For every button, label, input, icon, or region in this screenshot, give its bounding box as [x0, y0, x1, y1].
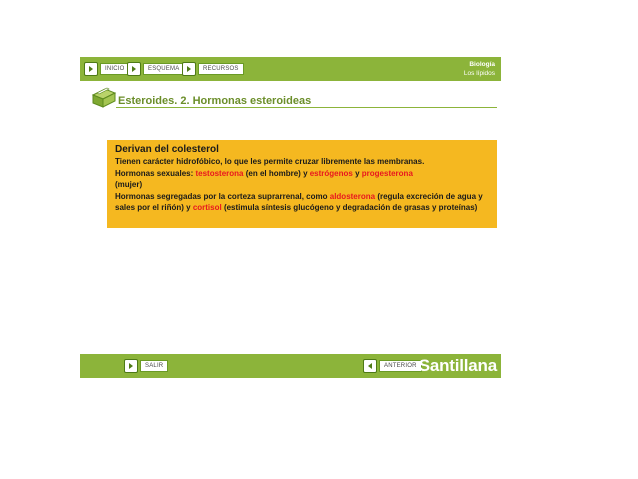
recursos-button-label: RECURSOS	[198, 63, 244, 75]
inicio-button[interactable]	[84, 62, 130, 76]
recursos-button[interactable]	[182, 62, 244, 76]
content-line-2	[115, 168, 489, 180]
term-estrogenos: estrógenos	[309, 168, 353, 178]
left-arrow-icon	[363, 359, 377, 373]
right-arrow-icon	[124, 359, 138, 373]
term-cortisol: cortisol	[192, 203, 222, 213]
topic-name: Los lípidos	[463, 70, 495, 77]
content-line-3	[115, 191, 489, 214]
text-segment: y	[352, 168, 362, 178]
salir-button-label: SALIR	[140, 360, 168, 372]
right-arrow-icon	[182, 62, 196, 76]
content-heading: Derivan del colesterol	[115, 144, 219, 155]
bottom-bar	[80, 354, 501, 378]
subject-name: Biología	[469, 61, 495, 68]
right-arrow-icon	[127, 62, 141, 76]
esquema-button[interactable]	[127, 62, 184, 76]
text-segment: Hormonas sexuales:	[115, 168, 196, 178]
salir-button[interactable]	[124, 359, 168, 373]
text-segment: Hormonas segregadas por la corteza suprarrenal, como	[115, 191, 330, 201]
text-segment: (en el hombre) y	[243, 168, 310, 178]
brand-logo: Santillana	[418, 356, 497, 375]
term-aldosterona: aldosterona	[329, 191, 376, 201]
top-navigation-bar	[80, 57, 501, 81]
page-title: Esteroides. 2. Hormonas esteroideas	[118, 95, 312, 107]
content-panel	[107, 140, 497, 228]
book-icon	[91, 87, 117, 114]
term-testosterona: testosterona	[195, 168, 244, 178]
content-line-2-cont: (mujer)	[115, 180, 143, 190]
inicio-button-label: INICIO	[100, 63, 130, 75]
anterior-button-label: ANTERIOR	[379, 360, 422, 372]
esquema-button-label: ESQUEMA	[143, 63, 184, 75]
subject-info	[464, 60, 495, 78]
right-arrow-icon	[84, 62, 98, 76]
text-segment: (regula excreción de agua y sales por el riñón) y	[115, 191, 483, 213]
term-progesterona: progesterona	[361, 168, 413, 178]
content-line-1: Tienen carácter hidrofóbico, lo que les permite cruzar libremente las membranas.	[115, 157, 425, 166]
text-segment: (estimula síntesis glucógeno y degradación de grasas y proteínas)	[221, 203, 478, 213]
anterior-button[interactable]	[363, 359, 422, 373]
title-divider	[116, 107, 497, 108]
